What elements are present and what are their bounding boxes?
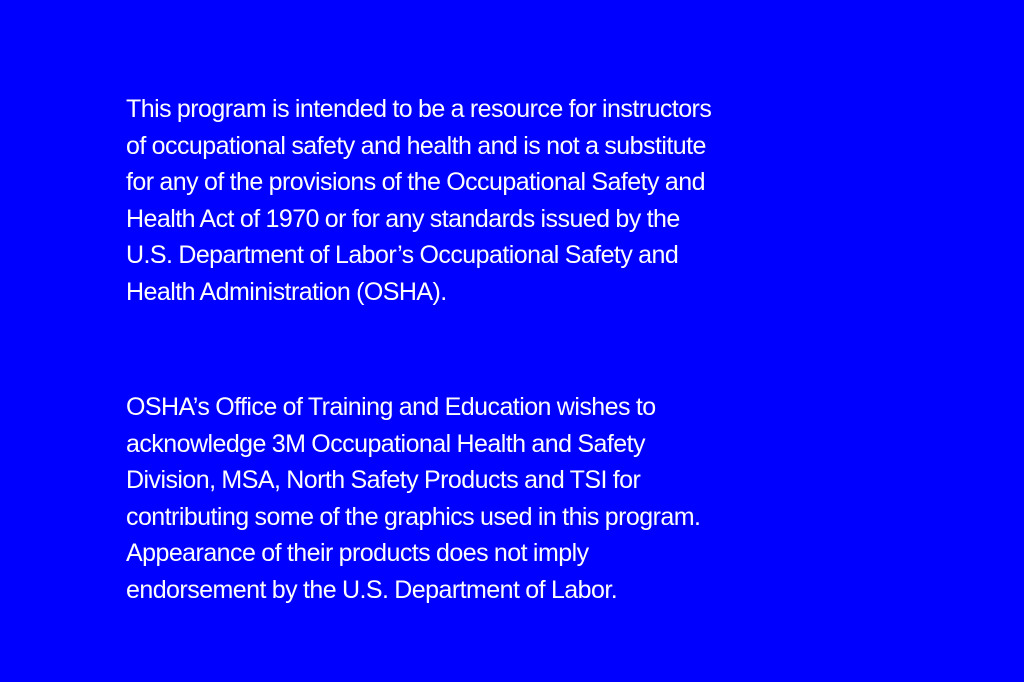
disclaimer-line: U.S. Department of Labor’s Occupational Safety and — [126, 241, 679, 270]
disclaimer-line: Health Act of 1970 or for any standards issued by the — [126, 204, 680, 233]
disclaimer-paragraph — [126, 91, 926, 311]
acknowledgement-paragraph — [126, 389, 926, 609]
acknowledgement-line: Appearance of their products does not imply — [126, 539, 589, 568]
acknowledgement-line: contributing some of the graphics used in this program. — [126, 502, 701, 531]
disclaimer-line: of occupational safety and health and is not a substitute — [126, 131, 706, 160]
acknowledgement-line: OSHA’s Office of Training and Education wishes to — [126, 393, 656, 421]
disclaimer-line: This program is intended to be a resource for instructors — [126, 95, 712, 123]
acknowledgement-line: endorsement by the U.S. Department of Labor. — [126, 575, 618, 604]
acknowledgement-line: Division, MSA, North Safety Products and TSI for — [126, 466, 641, 495]
disclaimer-line: Health Administration (OSHA). — [126, 277, 447, 306]
disclaimer-line: for any of the provisions of the Occupational Safety and — [126, 168, 705, 197]
acknowledgement-line: acknowledge 3M Occupational Health and Safety — [126, 429, 645, 458]
